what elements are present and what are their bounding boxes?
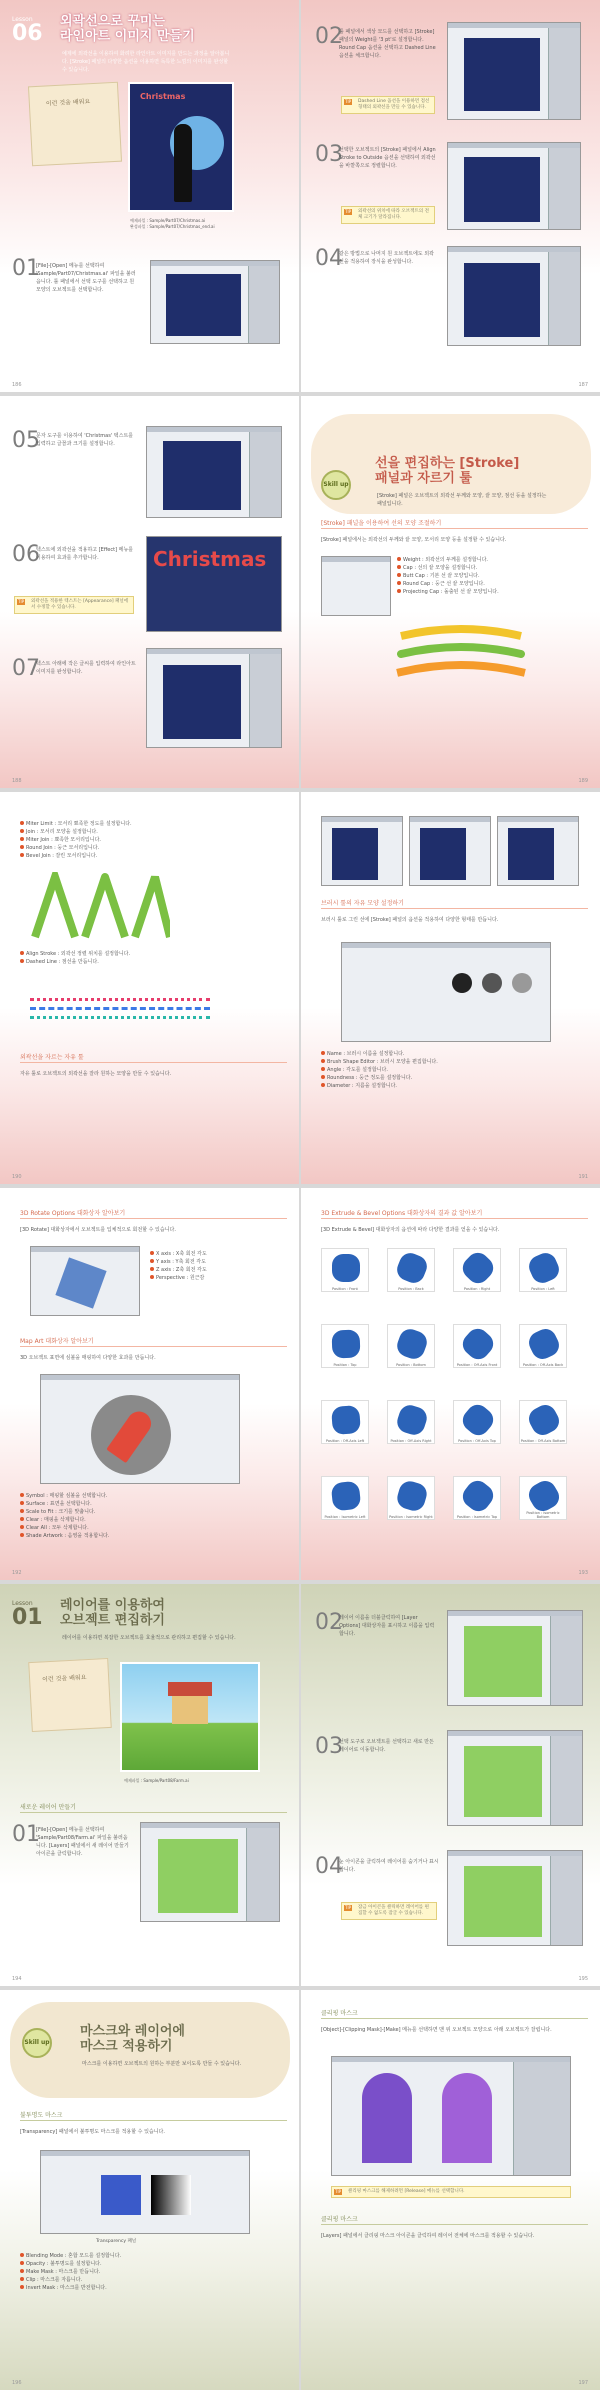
screenshot-step4 bbox=[447, 1850, 583, 1946]
step-text: 레이어 이름을 더블클릭하여 [Layer Options] 대화상자를 표시하고 이름을 입력합니다. bbox=[339, 1615, 435, 1637]
align-options bbox=[20, 950, 280, 966]
option-item: Angle : 각도를 설정합니다. bbox=[321, 1066, 581, 1074]
bullet-icon bbox=[20, 959, 24, 963]
bullet-icon bbox=[20, 951, 24, 955]
section-header: [Stroke] 패널을 이용하여 선의 모양 조절하기 bbox=[321, 520, 588, 529]
section-text: [3D Rotate] 대화상자에서 오브젝트를 입체적으로 회전할 수 있습니다. bbox=[20, 1227, 176, 1233]
thumb-caption: Position : Off-Axis Back bbox=[522, 1363, 564, 1367]
brush-options-dialog bbox=[341, 942, 551, 1042]
thumb-caption: Position : Off-Axis Front bbox=[456, 1363, 498, 1367]
extrude-shape bbox=[458, 1400, 497, 1439]
bullet-icon bbox=[20, 2285, 24, 2289]
extrude-thumb bbox=[387, 1248, 435, 1292]
option-item: Make Mask : 마스크를 만듭니다. bbox=[20, 2268, 280, 2276]
thumb-caption: Position : Off-Axis Left bbox=[325, 1439, 365, 1443]
learn-badge: 이런 것을 배워요 bbox=[41, 1674, 87, 1684]
page-number: 187 bbox=[578, 382, 588, 388]
section-header: 불투명도 마스크 bbox=[20, 2112, 287, 2121]
page-number: 186 bbox=[12, 382, 22, 388]
extrude-shape bbox=[332, 1330, 361, 1359]
step-number: 01 bbox=[12, 256, 40, 281]
option-item: Perspective : 원근감 bbox=[150, 1274, 290, 1282]
christmas-word: Christmas bbox=[153, 547, 267, 571]
extrude-thumb bbox=[321, 1248, 369, 1292]
farm-artwork bbox=[120, 1662, 260, 1772]
page-189 bbox=[301, 396, 600, 788]
extrude-shape bbox=[525, 1477, 563, 1515]
step-number: 04 bbox=[315, 1854, 343, 1879]
file-before: 예제파일 : Sample/Part07/Christmas.ai bbox=[130, 218, 206, 223]
tip-box: TIP Dashed Line 옵션을 이용하면 점선 형태의 외곽선을 만들 수 있습니다. bbox=[341, 96, 435, 114]
extrude-shape bbox=[458, 1324, 498, 1364]
extrude-thumb bbox=[519, 1324, 567, 1368]
extrude-thumb bbox=[387, 1324, 435, 1368]
option-item: Miter Limit : 모서리 뾰족한 정도를 설정합니다. bbox=[20, 820, 280, 828]
skill-title: 마스크와 레이어에 마스크 적용하기 bbox=[80, 2024, 185, 2054]
section-text: 브러시 툴로 그린 선에 [Stroke] 패널의 옵션을 적용하여 다양한 형태를 만듭니다. bbox=[321, 917, 499, 923]
section-text: [3D Extrude & Bevel] 대화상자의 옵션에 따라 다양한 결과를 얻을 수 있습니다. bbox=[321, 1227, 500, 1233]
extrude-shape bbox=[525, 1401, 563, 1439]
option-item: Weight : 외곽선의 두께를 설정합니다. bbox=[397, 556, 577, 564]
option-list bbox=[397, 556, 577, 596]
skill-intro: 마스크를 이용하면 오브젝트의 원하는 부분만 보이도록 만들 수 있습니다. bbox=[82, 2061, 242, 2067]
lesson-intro: 예제에 외곽선을 이용하여 화려한 라인아트 이미지를 만드는 과정을 알아봅니다. [Stroke] 패널의 다양한 옵션을 이용하면 독특한 느낌의 이미지를 완성할 수 있습니다. bbox=[62, 51, 230, 73]
option-item: Blending Mode : 혼합 모드를 설정합니다. bbox=[20, 2252, 280, 2260]
page-number: 197 bbox=[578, 2380, 588, 2386]
scrap-note bbox=[28, 1658, 112, 1732]
extrude-shape bbox=[526, 1250, 563, 1287]
cap-samples bbox=[391, 622, 531, 682]
extrude-thumb bbox=[321, 1324, 369, 1368]
bullet-icon bbox=[20, 2269, 24, 2273]
bullet-icon bbox=[20, 1533, 24, 1537]
skill-up-badge: Skill up bbox=[22, 2028, 52, 2058]
option-item: Miter Join : 뾰족한 모서리입니다. bbox=[20, 836, 280, 844]
rotate-options bbox=[150, 1250, 290, 1282]
brush-shot-3 bbox=[497, 816, 579, 886]
step-number: 05 bbox=[12, 428, 40, 453]
screenshot-step1 bbox=[150, 260, 280, 344]
option-item: Dashed Line : 점선을 만듭니다. bbox=[20, 958, 280, 966]
page-194 bbox=[0, 1584, 299, 1986]
learn-badge: 이런 것을 배워요 bbox=[45, 98, 91, 108]
bullet-icon bbox=[397, 589, 401, 593]
dash-samples bbox=[30, 992, 210, 1032]
extrude-shape bbox=[331, 1481, 362, 1512]
option-item: Align Stroke : 외곽선 정렬 위치를 설정합니다. bbox=[20, 950, 280, 958]
map-art-options bbox=[20, 1492, 280, 1540]
step-text: 선택한 오브젝트의 [Stroke] 패널에서 Align Stroke to Outside 옵션을 선택하여 외곽선을 바깥쪽으로 정렬합니다. bbox=[339, 147, 436, 169]
bullet-icon bbox=[397, 557, 401, 561]
extrude-thumb bbox=[453, 1324, 501, 1368]
section-header: 외곽선을 자르는 자유 툴 bbox=[20, 1054, 287, 1063]
bullet-icon bbox=[20, 1493, 24, 1497]
bullet-icon bbox=[397, 573, 401, 577]
skill-intro: [Stroke] 패널은 오브젝트의 외곽선 두께와 모양, 끝 모양, 점선 등을 설정하는 패널입니다. bbox=[377, 493, 547, 507]
section-text: [Transparency] 패널에서 불투명도 마스크를 적용할 수 있습니다. bbox=[20, 2129, 165, 2135]
thumb-caption: Position : Left bbox=[531, 1287, 555, 1291]
spread-3 bbox=[0, 792, 600, 1184]
bullet-icon bbox=[20, 2277, 24, 2281]
bullet-icon bbox=[150, 1259, 154, 1263]
section-header: 새로운 레이어 만들기 bbox=[20, 1804, 287, 1813]
join-options bbox=[20, 820, 280, 860]
bullet-icon bbox=[397, 581, 401, 585]
page-192 bbox=[0, 1188, 299, 1580]
bullet-icon bbox=[150, 1275, 154, 1279]
bullet-icon bbox=[150, 1267, 154, 1271]
extrude-results-grid bbox=[321, 1248, 587, 1558]
bullet-icon bbox=[20, 1517, 24, 1521]
file-info: 예제파일 : Sample/Part08/Farm.ai bbox=[124, 1778, 189, 1783]
round-cap-line bbox=[401, 647, 521, 654]
screenshot-step2 bbox=[447, 22, 581, 120]
step-text: 툴 패널에서 색상 모드를 선택하고 [Stroke] 패널의 Weight를 '3 pt'로 설정합니다. Round Cap 옵션을 선택하고 Dashed Line 옵션을 체크합니다. bbox=[339, 29, 436, 59]
bullet-icon bbox=[20, 1525, 24, 1529]
bullet-icon bbox=[20, 821, 24, 825]
extrude-shape bbox=[394, 1326, 430, 1362]
step-text: 눈 아이콘을 클릭하여 레이어를 숨기거나 표시합니다. bbox=[339, 1859, 439, 1873]
option-item: Round Cap : 둥근 선 끝 모양입니다. bbox=[397, 580, 577, 588]
option-item: Name : 브러시 이름을 설정합니다. bbox=[321, 1050, 581, 1058]
screenshot-layers bbox=[140, 1822, 280, 1922]
option-item: Clip : 마스크를 자릅니다. bbox=[20, 2276, 280, 2284]
page-number: 191 bbox=[578, 1174, 588, 1180]
extrude-thumb bbox=[321, 1476, 369, 1520]
step-text: 문자 도구를 이용하여 'Christmas' 텍스트를 입력하고 글꼴과 크기를 설정합니다. bbox=[36, 433, 134, 447]
tip-box: TIP 클리핑 마스크를 해제하려면 [Release] 메뉴를 선택합니다. bbox=[331, 2186, 571, 2198]
extrude-thumb bbox=[519, 1476, 567, 1520]
file-after: 완성파일 : Sample/Part07/Christmas_end.ai bbox=[130, 224, 215, 229]
option-item: Diameter : 지름을 설정합니다. bbox=[321, 1082, 581, 1090]
tree-silhouette bbox=[174, 124, 192, 202]
step-number: 03 bbox=[315, 142, 343, 167]
page-188 bbox=[0, 396, 299, 788]
bullet-icon bbox=[20, 2253, 24, 2257]
option-item: Brush Shape Editor : 브러시 모양을 편집합니다. bbox=[321, 1058, 581, 1066]
section-header: 3D Rotate Options 대화상자 알아보기 bbox=[20, 1210, 287, 1219]
option-item: Butt Cap : 기본 선 끝 모양입니다. bbox=[397, 572, 577, 580]
bevel-join bbox=[135, 877, 170, 937]
option-item: X axis : X축 회전 각도 bbox=[150, 1250, 290, 1258]
extrude-shape bbox=[458, 1476, 497, 1515]
step-number: 01 bbox=[12, 1822, 40, 1847]
page-number: 192 bbox=[12, 1570, 22, 1576]
transparency-panel-shot bbox=[40, 2150, 250, 2234]
scrap-note bbox=[28, 82, 122, 167]
spread-5 bbox=[0, 1584, 600, 1986]
option-item: Invert Mask : 마스크를 반전합니다. bbox=[20, 2284, 280, 2292]
thumb-caption: Position : Back bbox=[398, 1287, 424, 1291]
lesson-title: 외곽선으로 꾸미는 라인아트 이미지 만들기 bbox=[60, 14, 195, 44]
thumb-caption: Position : Off-Axis Right bbox=[390, 1439, 432, 1443]
section-header: 3D Extrude & Bevel Options 대화상자의 결과 값 알아보기 bbox=[321, 1210, 588, 1219]
section-text: 3D 오브젝트 표면에 심볼을 매핑하여 다양한 효과를 만듭니다. bbox=[20, 1355, 156, 1361]
bullet-icon bbox=[321, 1075, 325, 1079]
section-text: [Layers] 패널에서 클리핑 마스크 아이콘을 클릭하여 레이어 전체에 마스크를 적용할 수 있습니다. bbox=[321, 2233, 535, 2239]
bullet-icon bbox=[321, 1067, 325, 1071]
page-187 bbox=[301, 0, 600, 392]
bullet-icon bbox=[20, 2261, 24, 2265]
thumb-caption: Position : Off-Axis Top bbox=[458, 1439, 496, 1443]
step-text: 텍스트에 외곽선을 적용하고 [Effect] 메뉴를 이용하여 효과를 추가합니다. bbox=[36, 547, 134, 561]
page-195 bbox=[301, 1584, 600, 1986]
thumb-caption: Position : Isometric Right bbox=[389, 1515, 433, 1519]
lesson-marker: Lesson 01 bbox=[12, 1600, 43, 1630]
option-item: Shade Artwork : 음영을 적용합니다. bbox=[20, 1532, 280, 1540]
page-190 bbox=[0, 792, 299, 1184]
3d-rotate-dialog bbox=[30, 1246, 140, 1316]
bullet-icon bbox=[321, 1083, 325, 1087]
artwork-title: Christmas bbox=[140, 92, 186, 101]
section-text: [Object]-[Clipping Mask]-[Make] 메뉴를 선택하면 맨 위 오브젝트 모양으로 아래 오브젝트가 잘립니다. bbox=[321, 2027, 552, 2033]
section-header: 브러시 툴의 자유 모양 설정하기 bbox=[321, 900, 588, 909]
spread-2 bbox=[0, 396, 600, 788]
brush-shot-2 bbox=[409, 816, 491, 886]
page-number: 195 bbox=[578, 1976, 588, 1982]
extrude-thumb bbox=[387, 1476, 435, 1520]
stroke-panel-shot bbox=[321, 556, 391, 616]
round-join bbox=[85, 877, 125, 937]
page-197 bbox=[301, 1990, 600, 2390]
projecting-cap-line bbox=[401, 665, 521, 672]
step-number: 07 bbox=[12, 656, 40, 681]
bullet-icon bbox=[20, 1509, 24, 1513]
option-item: Join : 모서리 모양을 설정합니다. bbox=[20, 828, 280, 836]
bullet-icon bbox=[20, 1501, 24, 1505]
step-number: 02 bbox=[315, 24, 343, 49]
bullet-icon bbox=[20, 829, 24, 833]
page-196 bbox=[0, 1990, 299, 2390]
page-number: 193 bbox=[578, 1570, 588, 1576]
bullet-icon bbox=[321, 1051, 325, 1055]
screenshot-step4 bbox=[447, 246, 581, 346]
spread-4 bbox=[0, 1188, 600, 1580]
thumb-caption: Position : Bottom bbox=[396, 1363, 426, 1367]
thumb-caption: Position : Right bbox=[463, 1287, 491, 1291]
thumb-caption: Position : Isometric Left bbox=[324, 1515, 366, 1519]
option-item: Clear All : 모두 삭제합니다. bbox=[20, 1524, 280, 1532]
thumb-caption: Position : Isometric Top bbox=[456, 1515, 498, 1519]
christmas-text-shot bbox=[146, 536, 282, 632]
extrude-shape bbox=[395, 1479, 430, 1514]
bullet-icon bbox=[397, 565, 401, 569]
tip-box: TIP 잠금 아이콘을 클릭하면 레이어를 편집할 수 없도록 잠글 수 있습니다. bbox=[341, 1902, 437, 1920]
screenshot-step3 bbox=[447, 1730, 583, 1826]
skill-title: 선을 편집하는 [Stroke] 패널과 자르기 툴 bbox=[375, 456, 520, 486]
section-header: 클리핑 마스크 bbox=[321, 2010, 588, 2019]
screenshot-step7 bbox=[146, 648, 282, 748]
option-item: Y axis : Y축 회전 각도 bbox=[150, 1258, 290, 1266]
thumb-caption: Position : Off-Axis Bottom bbox=[520, 1439, 566, 1443]
option-item: Cap : 선의 끝 모양을 설정합니다. bbox=[397, 564, 577, 572]
section-text: 자유 툴로 오브젝트의 외곽선을 잘라 원하는 모양을 만들 수 있습니다. bbox=[20, 1071, 172, 1077]
extrude-shape bbox=[394, 1402, 429, 1437]
page-number: 188 bbox=[12, 778, 22, 784]
page-number: 196 bbox=[12, 2380, 22, 2386]
extrude-thumb bbox=[453, 1248, 501, 1292]
page-number: 190 bbox=[12, 1174, 22, 1180]
thumb-caption: Position : Top bbox=[333, 1363, 357, 1367]
option-item: Projecting Cap : 돌출된 선 끝 모양입니다. bbox=[397, 588, 577, 596]
step-text: 텍스트 아래에 작은 글씨를 입력하여 라인아트 이미지를 완성합니다. bbox=[36, 661, 136, 675]
option-item: Bevel Join : 잘린 모서리입니다. bbox=[20, 852, 280, 860]
miter-join bbox=[35, 877, 75, 937]
step-number: 04 bbox=[315, 246, 343, 271]
tip-box: TIP 외곽선의 위치에 따라 오브젝트의 전체 크기가 달라집니다. bbox=[341, 206, 435, 224]
step-text: [File]-[Open] 메뉴를 선택하여 'Sample/Part08/Farm.ai' 파일을 불러옵니다. [Layers] 패널에서 새 레이어 만들기 아이콘을 클릭합니다. bbox=[36, 1827, 129, 1857]
step-number: 03 bbox=[315, 1734, 343, 1759]
page-191 bbox=[301, 792, 600, 1184]
extrude-thumb bbox=[321, 1400, 369, 1444]
transparency-options bbox=[20, 2252, 280, 2292]
clipping-mask-shot bbox=[331, 2056, 571, 2176]
brush-shot-1 bbox=[321, 816, 403, 886]
option-item: Z axis : Z축 회전 각도 bbox=[150, 1266, 290, 1274]
spread-1 bbox=[0, 0, 600, 392]
section-text: [Stroke] 패널에서는 외곽선의 두께와 끝 모양, 모서리 모양 등을 설정할 수 있습니다. bbox=[321, 537, 507, 543]
bullet-icon bbox=[150, 1251, 154, 1255]
extrude-shape bbox=[331, 1405, 361, 1435]
bullet-icon bbox=[20, 845, 24, 849]
option-item: Surface : 표면을 선택합니다. bbox=[20, 1500, 280, 1508]
page-number: 194 bbox=[12, 1976, 22, 1982]
extrude-shape bbox=[394, 1250, 430, 1286]
option-item: Clear : 매핑을 삭제합니다. bbox=[20, 1516, 280, 1524]
section-header: 클리핑 마스크 bbox=[321, 2216, 588, 2225]
brush-option-list bbox=[321, 1050, 581, 1090]
step-text: 같은 방법으로 나머지 원 오브젝트에도 외곽선을 적용하여 장식을 완성합니다. bbox=[339, 251, 434, 265]
page-number: 189 bbox=[578, 778, 588, 784]
option-item: Roundness : 둥근 정도를 설정합니다. bbox=[321, 1074, 581, 1082]
extrude-shape bbox=[458, 1248, 498, 1288]
figure-caption: Transparency 패널 bbox=[96, 2239, 137, 2244]
tip-box: TIP 외곽선을 적용한 텍스트는 [Appearance] 패널에서 수정할 수 있습니다. bbox=[14, 596, 134, 614]
option-item: Scale to Fit : 크기를 맞춥니다. bbox=[20, 1508, 280, 1516]
page-186 bbox=[0, 0, 299, 392]
lesson-title: 레이어를 이용하여 오브젝트 편집하기 bbox=[60, 1598, 165, 1628]
step-text: [File]-[Open] 메뉴를 선택하여 'Sample/Part07/Christmas.ai' 파일을 불러옵니다. 툴 패널에서 선택 도구를 선택하고 원 모양의 오브젝트를 선택합니다. bbox=[36, 263, 136, 293]
thumb-caption: Position : Front bbox=[332, 1287, 358, 1291]
option-item: Symbol : 매핑할 심볼을 선택합니다. bbox=[20, 1492, 280, 1500]
lesson-intro: 레이어를 이용하면 복잡한 오브젝트를 효율적으로 관리하고 편집할 수 있습니다. bbox=[62, 1635, 236, 1641]
map-art-dialog bbox=[40, 1374, 240, 1484]
butt-cap-line bbox=[401, 629, 521, 636]
extrude-thumb bbox=[453, 1476, 501, 1520]
bullet-icon bbox=[20, 837, 24, 841]
option-item: Round Join : 둥근 모서리입니다. bbox=[20, 844, 280, 852]
extrude-thumb bbox=[387, 1400, 435, 1444]
extrude-thumb bbox=[519, 1248, 567, 1292]
screenshot-step3 bbox=[447, 142, 581, 230]
bullet-icon bbox=[20, 853, 24, 857]
extrude-shape bbox=[525, 1325, 562, 1362]
spread-6 bbox=[0, 1990, 600, 2390]
join-samples bbox=[30, 872, 170, 942]
step-number: 02 bbox=[315, 1610, 343, 1635]
option-item: Opacity : 불투명도를 설정합니다. bbox=[20, 2260, 280, 2268]
extrude-shape bbox=[332, 1254, 360, 1282]
screenshot-step2 bbox=[447, 1610, 583, 1706]
extrude-thumb bbox=[519, 1400, 567, 1444]
section-header: Map Art 대화상자 알아보기 bbox=[20, 1338, 287, 1347]
skill-up-badge: Skill up bbox=[321, 470, 351, 500]
extrude-thumb bbox=[453, 1400, 501, 1444]
screenshot-step5 bbox=[146, 426, 282, 518]
thumb-caption: Position : Isometric Bottom bbox=[526, 1511, 560, 1519]
step-number: 06 bbox=[12, 542, 40, 567]
sample-artwork bbox=[128, 82, 234, 212]
lesson-marker: Lesson 06 bbox=[12, 16, 43, 46]
page-193 bbox=[301, 1188, 600, 1580]
step-text: 선택 도구로 오브젝트를 선택하고 새로 만든 레이어로 이동합니다. bbox=[339, 1739, 434, 1753]
bullet-icon bbox=[321, 1059, 325, 1063]
